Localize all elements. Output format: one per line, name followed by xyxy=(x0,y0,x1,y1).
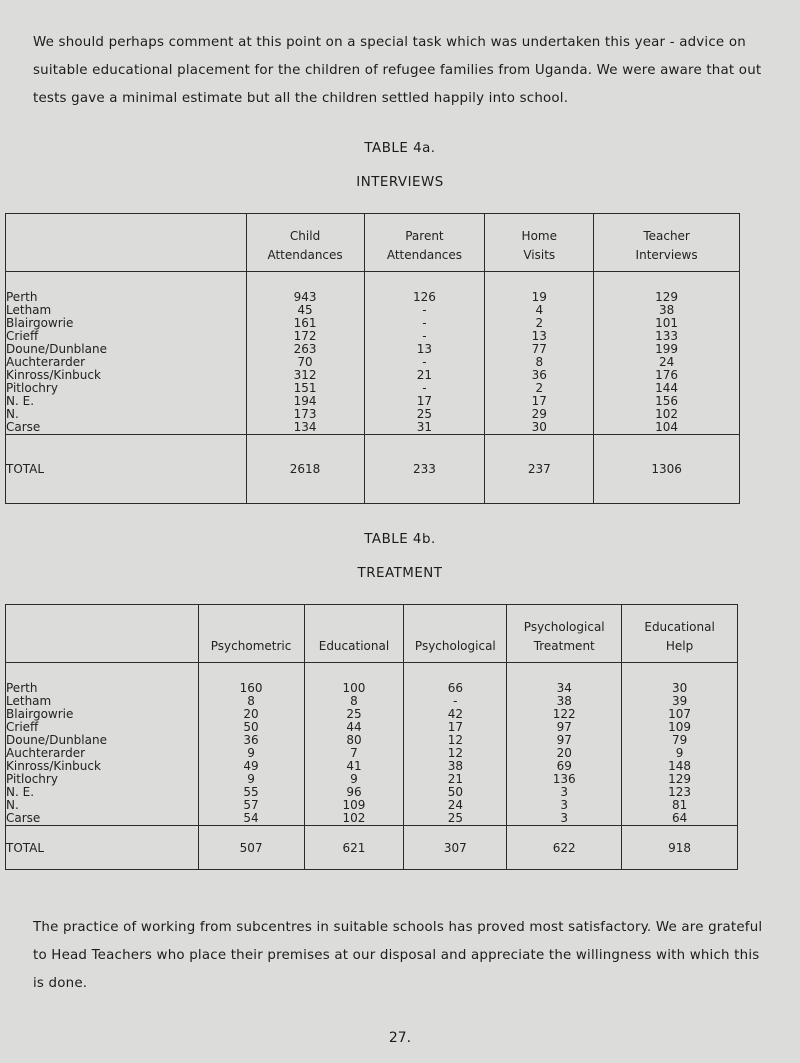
table-cell: 2 xyxy=(535,316,544,330)
table-cell: 151 xyxy=(293,381,317,395)
data-column xyxy=(622,663,738,826)
table-cell: 943 xyxy=(293,290,317,304)
col-header xyxy=(622,605,738,663)
district-name: Letham xyxy=(6,694,52,708)
table-cell: 136 xyxy=(552,772,576,786)
total-value: 307 xyxy=(404,826,507,870)
total-label: TOTAL xyxy=(6,826,199,870)
table-cell: 20 xyxy=(243,707,259,721)
total-value: 621 xyxy=(304,826,404,870)
table-cell: 2 xyxy=(535,381,544,395)
table-cell: 144 xyxy=(655,381,679,395)
table-cell: 97 xyxy=(556,733,572,747)
column-header-label: Attendances xyxy=(267,248,343,262)
table-cell: 107 xyxy=(668,707,692,721)
table-cell: 17 xyxy=(531,394,547,408)
district-name: Doune/Dunblane xyxy=(6,733,107,747)
table-cell: 50 xyxy=(243,720,259,734)
table-cell: 160 xyxy=(239,681,263,695)
intro-paragraph: We should perhaps comment at this point on a special task which was undertaken this year - advice on suitable educational placement for the children of refugee families from Uganda. We were aware that out tests gave a minimal estimate but all the children settled happily into school. xyxy=(33,35,762,106)
district-name: Kinross/Kinbuck xyxy=(6,759,101,773)
table-cell: 54 xyxy=(243,811,259,825)
table-cell: 9 xyxy=(675,746,684,760)
table-cell: 19 xyxy=(531,290,547,304)
district-name: Kinross/Kinbuck xyxy=(6,368,101,382)
table-cell: 109 xyxy=(668,720,692,734)
district-name: Blairgowrie xyxy=(6,316,74,330)
table-4b-title: TREATMENT xyxy=(357,566,443,581)
column-header-label: Attendances xyxy=(386,248,463,262)
district-name: Carse xyxy=(6,420,41,434)
table-cell: 69 xyxy=(556,759,572,773)
data-column xyxy=(507,663,622,826)
table-cell: - xyxy=(422,316,427,330)
table-cell: - xyxy=(453,694,458,708)
table-cell: 41 xyxy=(346,759,362,773)
table-cell: 38 xyxy=(447,759,463,773)
data-column xyxy=(594,272,740,435)
column-header-label: Treatment xyxy=(533,639,595,653)
table-cell: 172 xyxy=(293,329,317,343)
table-cell: 12 xyxy=(447,746,463,760)
table-cell: 148 xyxy=(668,759,692,773)
table-cell: 312 xyxy=(293,368,317,382)
table-cell: 13 xyxy=(416,342,433,356)
table-cell: 13 xyxy=(531,329,547,343)
table-cell: 38 xyxy=(556,694,572,708)
table-cell: 64 xyxy=(671,811,688,825)
table-cell: 129 xyxy=(668,772,692,786)
table-cell: 102 xyxy=(655,407,679,421)
table-cell: 80 xyxy=(346,733,362,747)
column-header-label: Psychological xyxy=(523,620,605,634)
district-name: Carse xyxy=(6,811,41,825)
district-name: N. xyxy=(6,798,19,812)
table-cell: 66 xyxy=(447,681,463,695)
column-header-label: Interviews xyxy=(635,248,698,262)
table-cell: 31 xyxy=(416,420,433,434)
district-name: Perth xyxy=(6,681,38,695)
column-header-label: Parent xyxy=(405,229,444,243)
data-column xyxy=(404,663,507,826)
district-name: Auchterarder xyxy=(6,355,86,369)
total-label: TOTAL xyxy=(6,435,247,504)
table-cell: 30 xyxy=(671,681,688,695)
table-cell: 20 xyxy=(556,746,572,760)
header-row xyxy=(6,605,738,663)
corner-cell xyxy=(6,214,247,272)
table-cell: 12 xyxy=(447,733,463,747)
table-cell: 100 xyxy=(342,681,366,695)
col-header xyxy=(594,214,740,272)
col-header xyxy=(304,605,404,663)
total-value: 507 xyxy=(198,826,304,870)
column-header-label: Psychometric xyxy=(210,639,292,653)
col-header xyxy=(507,605,622,663)
table-cell: 49 xyxy=(243,759,259,773)
table-cell: 30 xyxy=(531,420,547,434)
table-cell: 102 xyxy=(342,811,366,825)
district-names-cell xyxy=(6,272,247,435)
table-cell: 96 xyxy=(346,785,362,799)
table-cell: 3 xyxy=(560,785,569,799)
table-cell: 81 xyxy=(671,798,688,812)
column-header-label: Educational xyxy=(644,620,715,634)
interviews-table xyxy=(5,213,740,504)
table-cell: 133 xyxy=(655,329,679,343)
total-value: 1306 xyxy=(594,435,740,504)
table-cell: 8 xyxy=(247,694,255,708)
district-name: Pitlochry xyxy=(6,381,58,395)
district-name: Auchterarder xyxy=(6,746,86,760)
table-cell: 7 xyxy=(350,746,358,760)
table-cell: 36 xyxy=(243,733,259,747)
district-name: N. E. xyxy=(6,785,35,799)
table-cell: 101 xyxy=(655,316,679,330)
table-cell: 17 xyxy=(416,394,433,408)
table-cell: 55 xyxy=(243,785,259,799)
header-row xyxy=(6,214,740,272)
table-cell: 4 xyxy=(535,303,544,317)
table-4a-caption: TABLE 4a. xyxy=(364,141,436,156)
col-header xyxy=(485,214,594,272)
page-number: 27. xyxy=(388,1030,412,1046)
district-name: Pitlochry xyxy=(6,772,58,786)
table-cell: 156 xyxy=(655,394,679,408)
total-value: 233 xyxy=(364,435,485,504)
table-cell: 9 xyxy=(247,746,255,760)
total-value: 918 xyxy=(622,826,738,870)
table-cell: 44 xyxy=(346,720,362,734)
data-column xyxy=(364,272,485,435)
table-cell: 34 xyxy=(556,681,572,695)
data-column xyxy=(304,663,404,826)
column-header-label: Help xyxy=(665,639,694,653)
table-cell: 194 xyxy=(293,394,317,408)
data-column xyxy=(485,272,594,435)
table-cell: 8 xyxy=(535,355,544,369)
data-column xyxy=(198,663,304,826)
district-name: Crieff xyxy=(6,720,39,734)
table-cell: 126 xyxy=(412,290,436,304)
col-header xyxy=(404,605,507,663)
corner-cell xyxy=(6,605,199,663)
column-header-label: Visits xyxy=(523,248,556,262)
closing-paragraph: The practice of working from subcentres in suitable schools has proved most satisfactory. We are grateful to Head Teachers who place their premises at our disposal and appreciate the willingness with which this is done. xyxy=(33,920,763,991)
table-cell: 199 xyxy=(655,342,679,356)
table-cell: - xyxy=(422,381,427,395)
total-value: 237 xyxy=(485,435,594,504)
table-cell: 176 xyxy=(655,368,679,382)
table-cell: 39 xyxy=(671,694,688,708)
table-cell: 97 xyxy=(556,720,572,734)
table-cell: 77 xyxy=(531,342,547,356)
table-4b-caption: TABLE 4b. xyxy=(364,532,436,547)
table-4a-title: INTERVIEWS xyxy=(356,175,444,190)
table-cell: 38 xyxy=(658,303,675,317)
table-cell: 57 xyxy=(243,798,259,812)
district-names-cell xyxy=(6,663,199,826)
district-name: Perth xyxy=(6,290,38,304)
district-name: Crieff xyxy=(6,329,39,343)
table-cell: 42 xyxy=(447,707,463,721)
table-cell: 104 xyxy=(655,420,679,434)
table-cell: 24 xyxy=(447,798,463,812)
table-cell: - xyxy=(422,329,427,343)
table-cell: 134 xyxy=(293,420,317,434)
table-cell: 70 xyxy=(297,355,313,369)
table-cell: 25 xyxy=(416,407,433,421)
table-cell: 17 xyxy=(447,720,463,734)
table-cell: 9 xyxy=(247,772,255,786)
table-cell: 173 xyxy=(293,407,317,421)
table-cell: 3 xyxy=(560,798,569,812)
column-header-label: Child xyxy=(289,229,321,243)
col-header xyxy=(246,214,364,272)
total-row xyxy=(6,826,738,870)
table-cell: 21 xyxy=(416,368,433,382)
district-name: Doune/Dunblane xyxy=(6,342,107,356)
column-header-label: Teacher xyxy=(643,229,690,243)
table-cell: 3 xyxy=(560,811,569,825)
col-header xyxy=(364,214,485,272)
table-cell: 109 xyxy=(342,798,366,812)
district-name: Blairgowrie xyxy=(6,707,74,721)
table-cell: - xyxy=(422,303,427,317)
table-cell: 129 xyxy=(655,290,679,304)
treatment-table xyxy=(5,604,738,870)
table-cell: 25 xyxy=(346,707,362,721)
data-body-row xyxy=(6,663,738,826)
district-name: N. E. xyxy=(6,394,35,408)
table-cell: 45 xyxy=(297,303,313,317)
table-cell: 29 xyxy=(531,407,547,421)
data-column xyxy=(246,272,364,435)
table-cell: - xyxy=(422,355,427,369)
table-cell: 21 xyxy=(447,772,463,786)
table-cell: 263 xyxy=(293,342,317,356)
total-value: 2618 xyxy=(246,435,364,504)
column-header-label: Psychological xyxy=(414,639,496,653)
total-row xyxy=(6,435,740,504)
data-body-row xyxy=(6,272,740,435)
table-cell: 9 xyxy=(350,772,358,786)
district-name: N. xyxy=(6,407,19,421)
table-cell: 122 xyxy=(552,707,576,721)
table-cell: 36 xyxy=(531,368,547,382)
table-cell: 25 xyxy=(447,811,463,825)
table-cell: 24 xyxy=(658,355,675,369)
table-cell: 50 xyxy=(447,785,463,799)
table-cell: 8 xyxy=(350,694,358,708)
column-header-label: Educational xyxy=(318,639,390,653)
col-header xyxy=(198,605,304,663)
column-header-label: Home xyxy=(521,229,557,243)
table-cell: 161 xyxy=(293,316,317,330)
district-name: Letham xyxy=(6,303,52,317)
table-cell: 123 xyxy=(668,785,692,799)
total-value: 622 xyxy=(507,826,622,870)
table-cell: 79 xyxy=(671,733,688,747)
